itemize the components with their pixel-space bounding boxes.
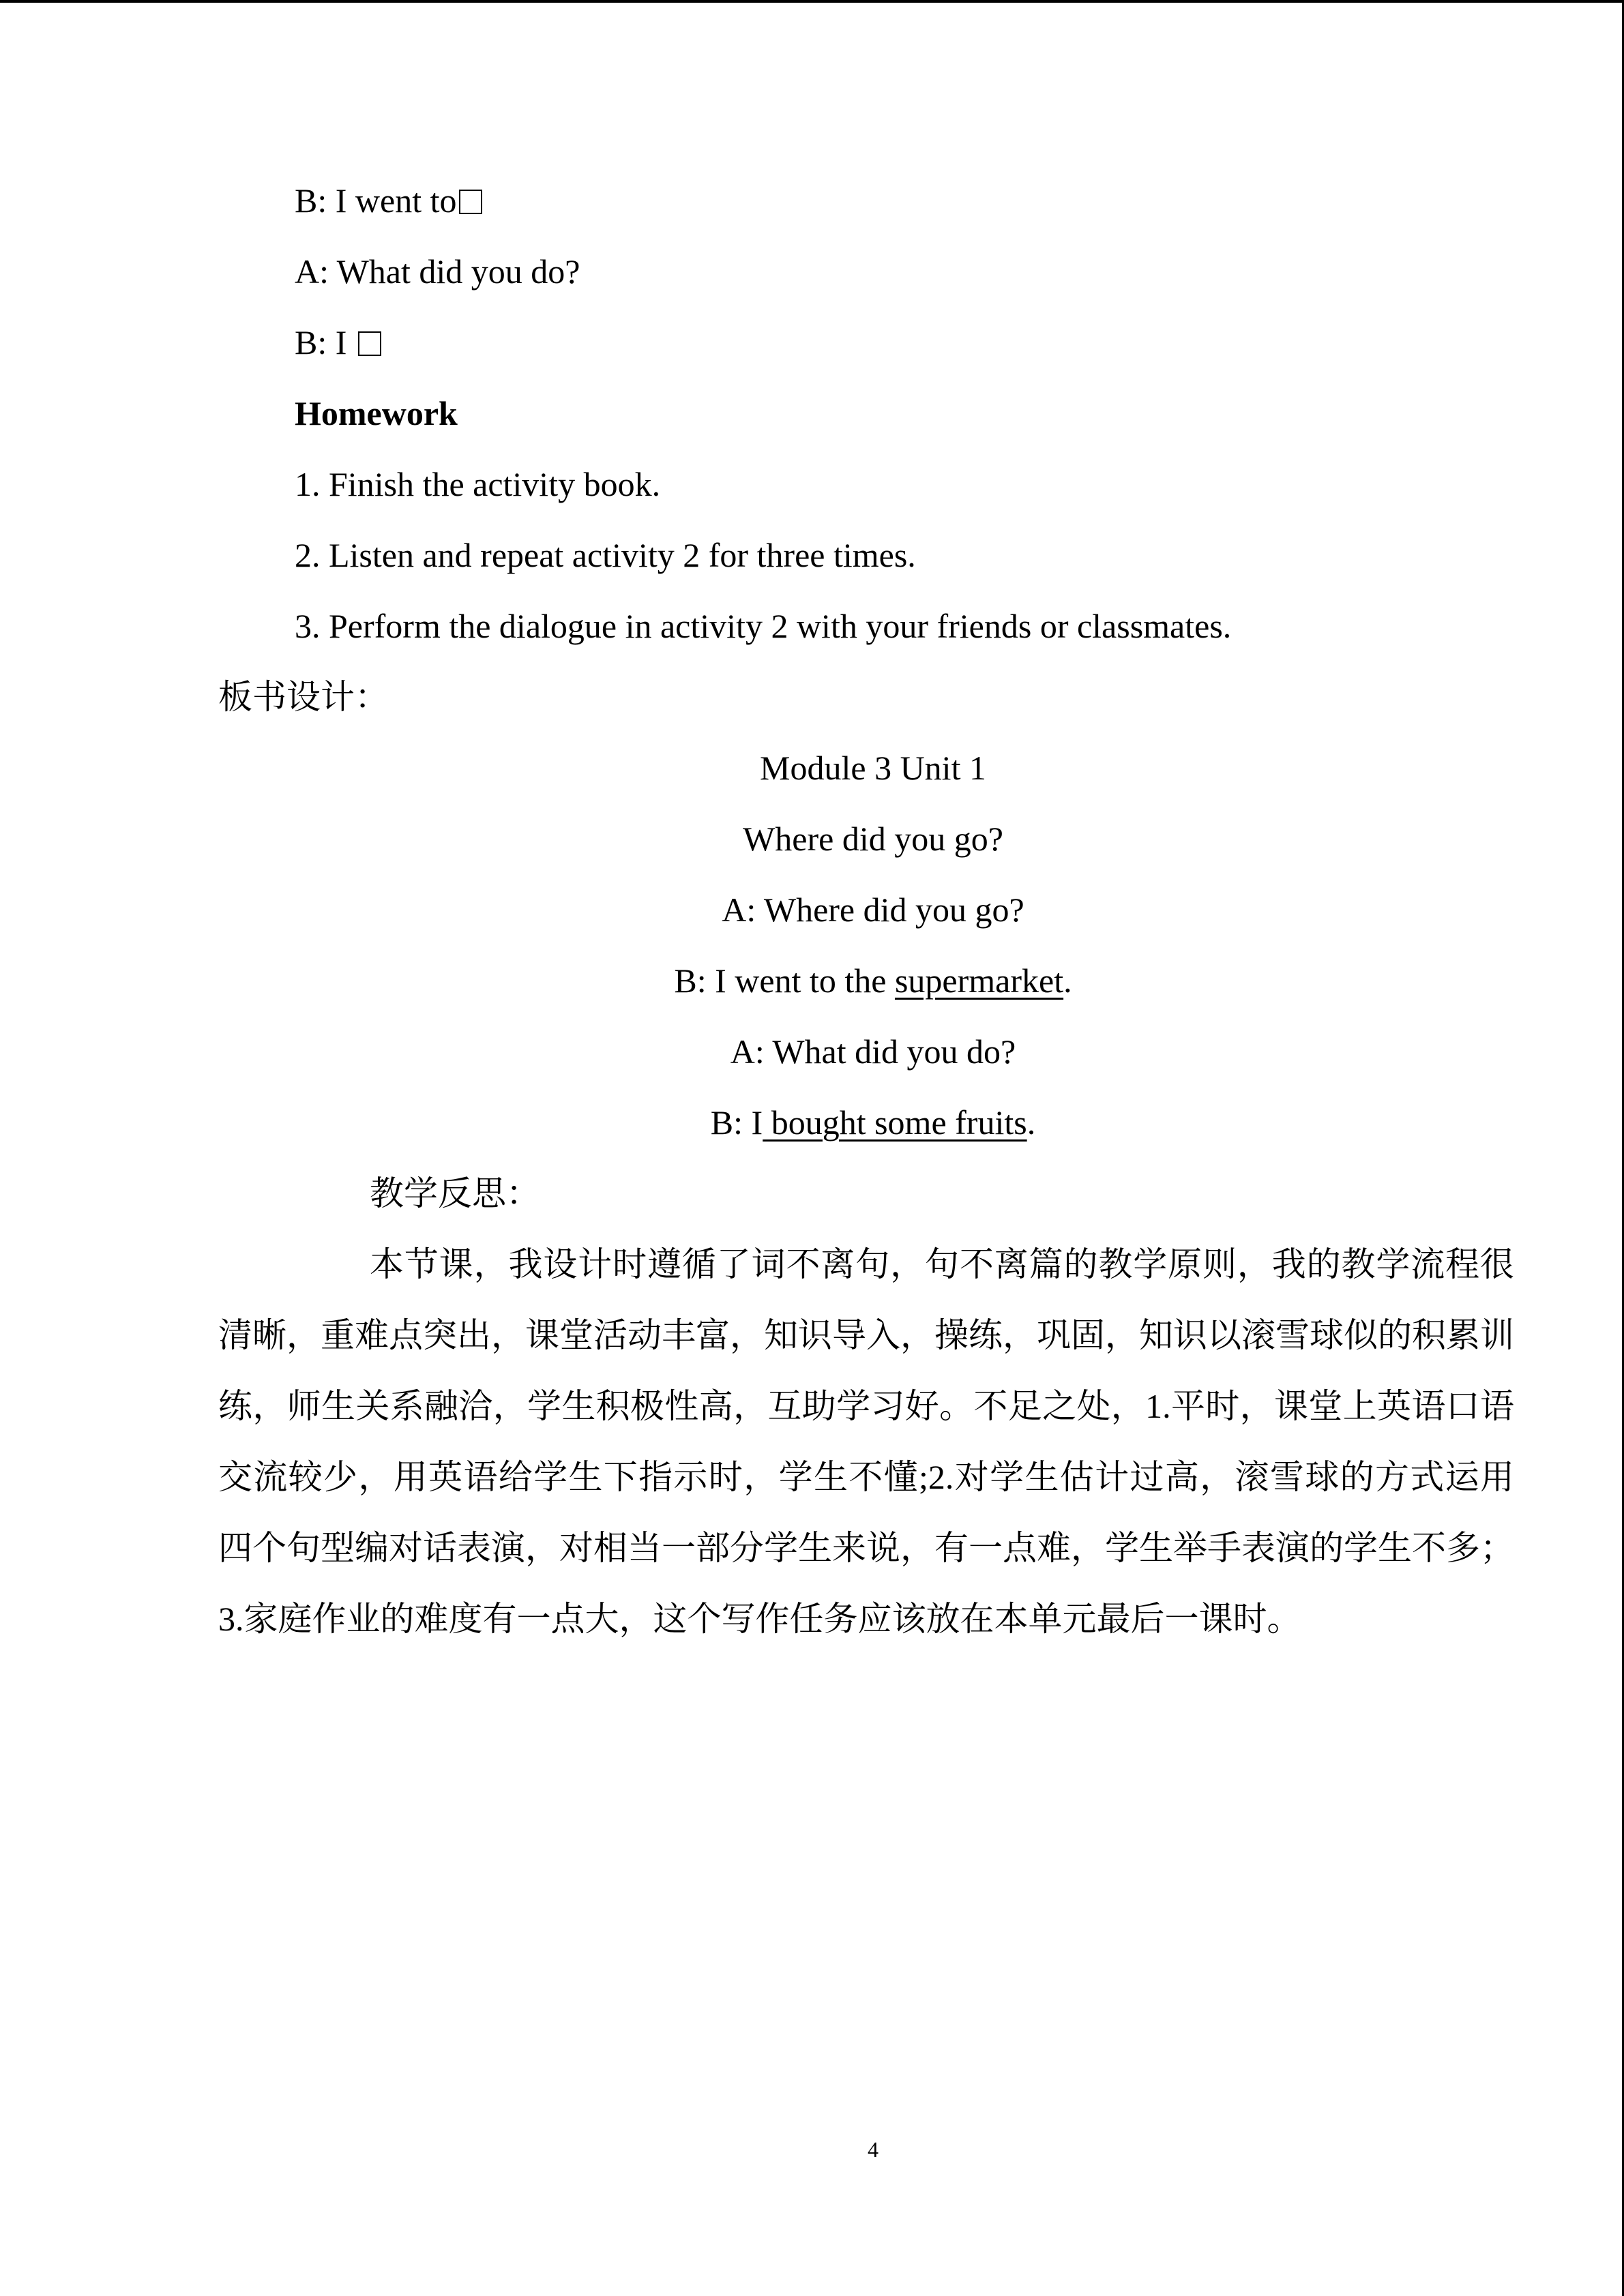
reflection-label: 教学反思： [370, 1174, 540, 1212]
homework-item-2: 2. Listen and repeat activity 2 for three times. [295, 536, 916, 574]
reflection-body: 本节课，我设计时遵循了词不离句，句不离篇的教学原则，我的教学流程很清晰，重难点突出，课堂活动丰富，知识导入，操练，巩固，知识以滚雪球似的积累训练，师生关系融洽，学生积极性高，互助学习好。不足之处，1.平时，课堂上英语口语交流较少，用英语给学生下指示时，学生不懂;2.对学生估计过高，滚雪球的方式运用四个句型编对话表演，对相当一部分学生来说，有一点难，学生举手表演的学生不多；3.家庭作业的难度有一点大，这个写作任务应该放在本单元最后一课时。 [218, 1245, 1514, 1638]
board-line-b2-suffix: . [1027, 1103, 1036, 1142]
homework-heading: Homework [295, 394, 458, 432]
board-line-b2-answer: bought some fruits [763, 1103, 1027, 1142]
homework-item-3: 3. Perform the dialogue in activity 2 with your friends or classmates. [295, 607, 1232, 645]
board-line-b1-answer: supermarket [894, 961, 1064, 1000]
board-lesson-title: Where did you go? [743, 820, 1003, 858]
dialogue-a-what-line: A: What did you do? [295, 252, 580, 290]
blank-box [358, 331, 381, 356]
board-design-label: 板书设计： [218, 678, 389, 716]
board-line-b1-prefix: B: I went to the [674, 961, 895, 1000]
board-line-b2-prefix: B: I [710, 1103, 763, 1142]
dialogue-b-went-text: B: I went to [295, 181, 457, 220]
blank-box [459, 190, 482, 214]
dialogue-b-went-line [295, 179, 482, 222]
board-line-a2: A: What did you do? [730, 1032, 1016, 1071]
dialogue-b-i-line [295, 320, 381, 364]
board-module-title: Module 3 Unit 1 [760, 749, 986, 787]
board-line-b2 [0, 1101, 1624, 1144]
page-number: 4 [868, 2137, 879, 2162]
board-line-b1 [0, 959, 1624, 1002]
board-line-b1-suffix: . [1063, 961, 1072, 1000]
board-line-a1: A: Where did you go? [722, 891, 1024, 929]
homework-item-1: 1. Finish the activity book. [295, 465, 661, 503]
dialogue-b-i-text: B: I [295, 323, 347, 361]
